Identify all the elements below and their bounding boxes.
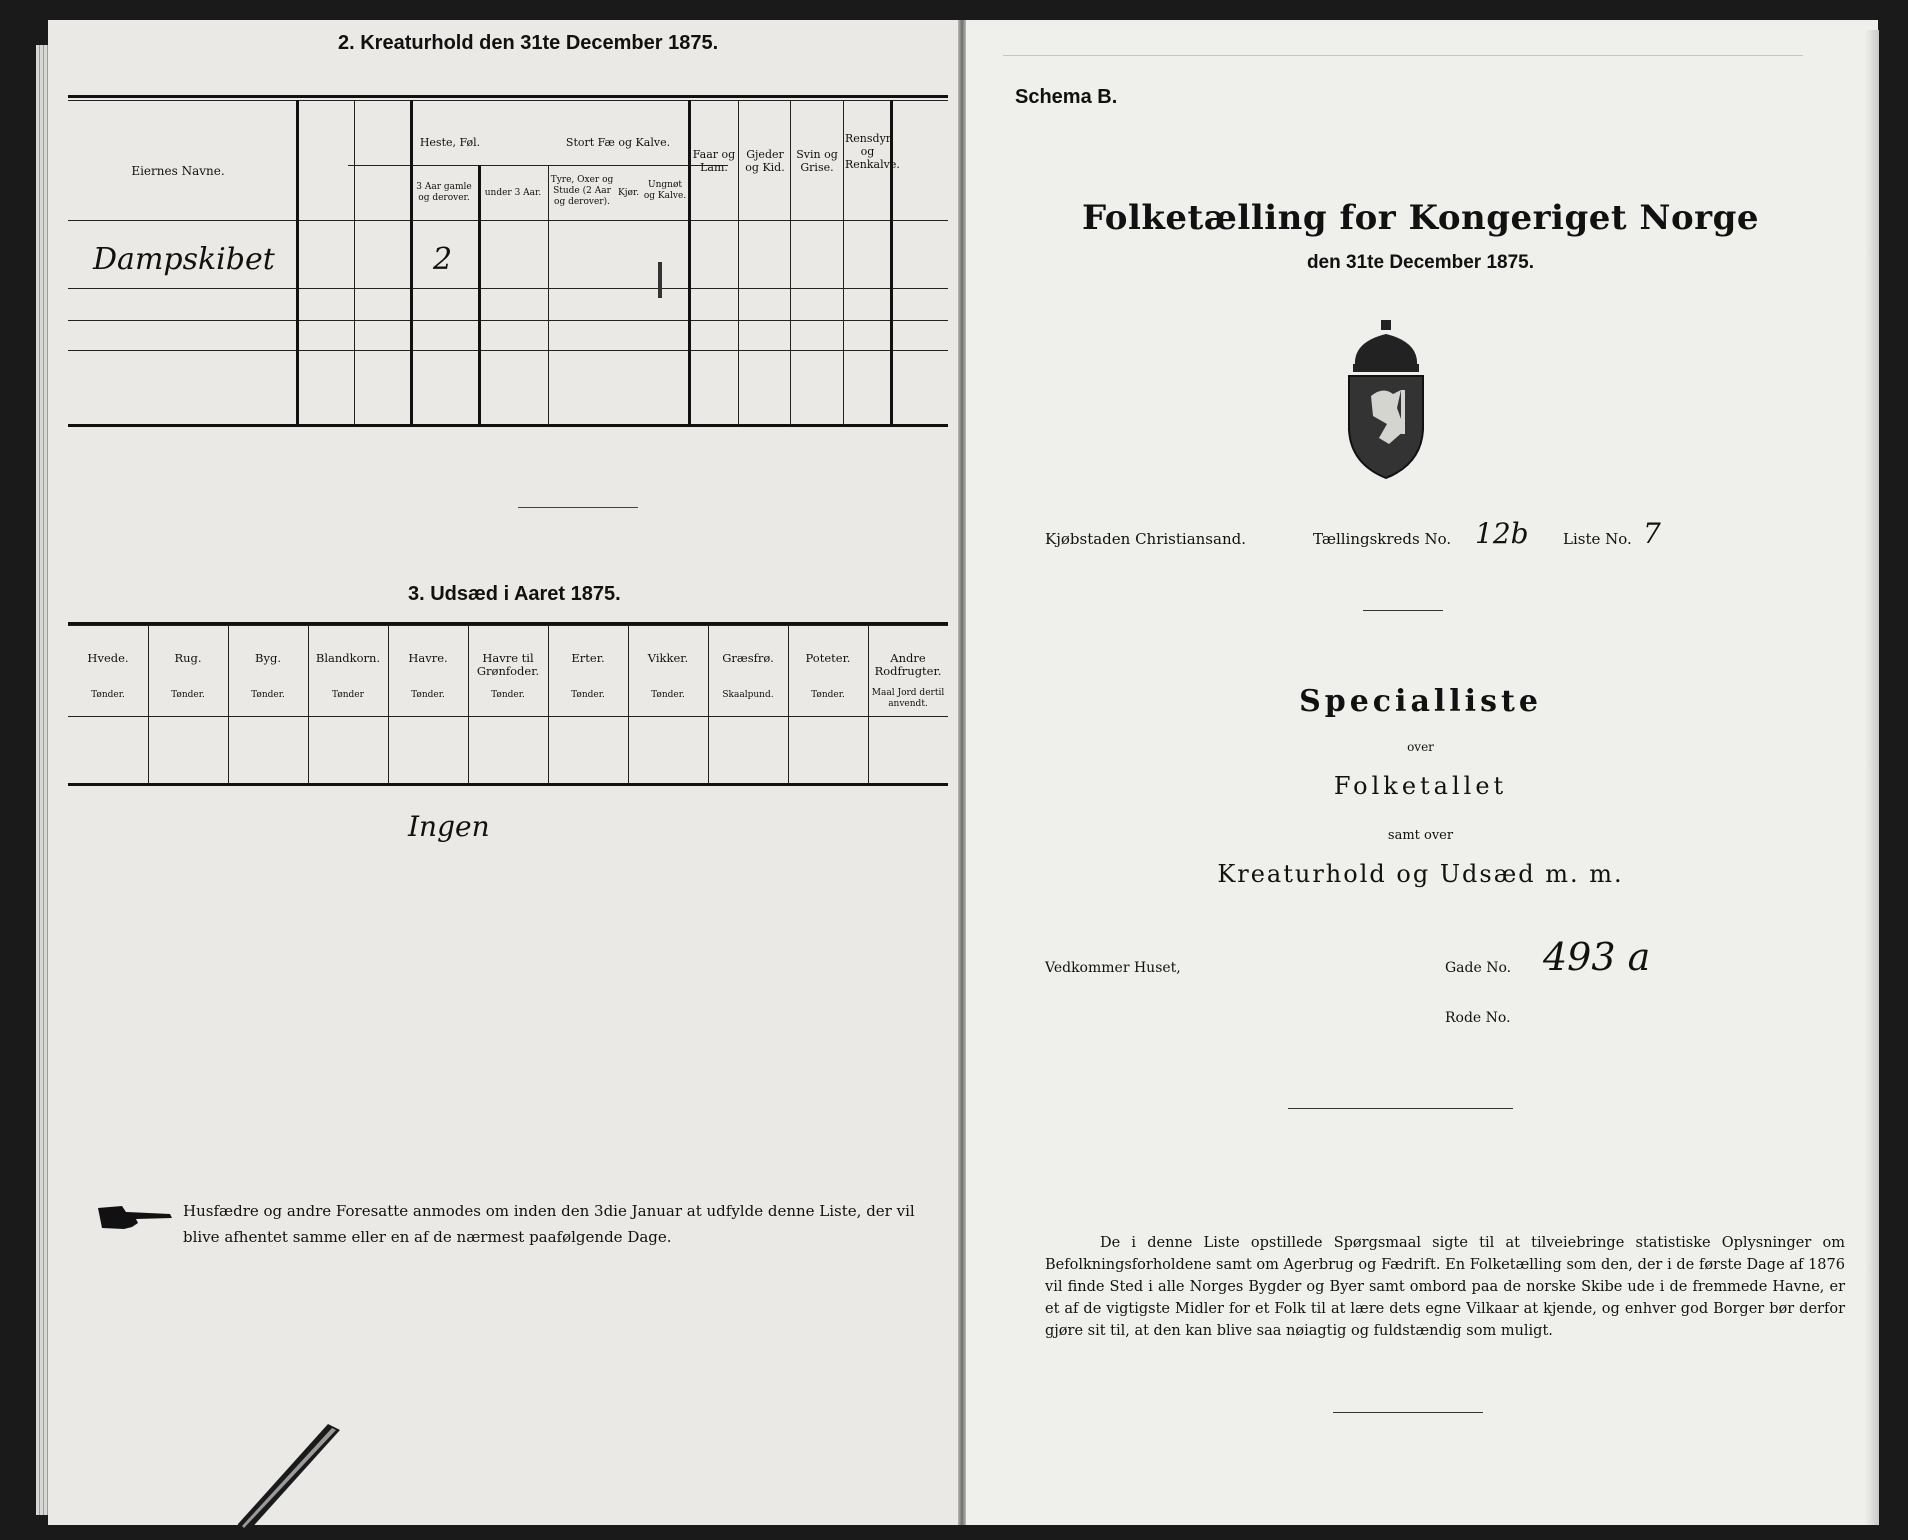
cattle-header: Stort Fæ og Kalve. xyxy=(565,136,671,149)
seed-col-unit: Tønder. xyxy=(571,690,605,700)
liste-value: 7 xyxy=(1643,517,1661,550)
seed-col-name: Vikker. xyxy=(647,651,689,665)
schema-label: Schema B. xyxy=(1015,86,1118,108)
horses-sub-old: 3 Aar gamle og derover. xyxy=(416,182,472,203)
seed-col-unit: Maal Jord dertil anvendt. xyxy=(871,688,945,709)
kreds-label: Tællingskreds No. xyxy=(1313,530,1452,548)
samt-over-label: samt over xyxy=(1387,828,1454,843)
seed-table-bottom xyxy=(68,783,948,786)
seed-value: Ingen xyxy=(408,810,490,843)
owner-value: Dampskibet xyxy=(93,242,275,277)
seed-col-name: Blandkorn. xyxy=(315,651,381,665)
seed-col-name: Havre. xyxy=(408,651,448,665)
seed-col-unit: Tønder. xyxy=(251,690,285,700)
seed-col-name: Poteter. xyxy=(805,651,851,665)
owner-header: Eiernes Navne. xyxy=(131,164,225,178)
gade-label: Gade No. xyxy=(1445,960,1512,976)
right-page-edge xyxy=(1865,30,1879,1525)
right-page xyxy=(963,20,1878,1525)
seed-col-unit: Tønder. xyxy=(491,690,525,700)
seed-col-name: Andre Rodfrugter. xyxy=(874,651,942,678)
seed-col-unit: Tønder. xyxy=(411,690,445,700)
explanation-paragraph: De i denne Liste opstillede Spørgsmaal sigte til at tilveiebringe statistiske Oplysninger om Befolkningsforholdene samt om Agerbrug og Fædrift. En Folketælling som den, der i de første Dage af 1876 vil finde Sted i alle Norges Bygder og Byer samt ombord paa de norske Skibe ude i de fremmede Havne, er et af de vigtigste Midler for et Folk til at lære dets egne Vilkaar at kjende, og enhver god Borger bør derfor gjøre sit til, at den kan blive saa nøiagtig og fuldstændig som muligt. xyxy=(1045,1235,1845,1339)
gade-value: 493 a xyxy=(1543,935,1651,979)
coat-of-arms-icon xyxy=(1343,320,1429,480)
seed-col-name: Græsfrø. xyxy=(722,651,774,665)
kreaturhold-label: Kreaturhold og Udsæd m. m. xyxy=(1217,860,1624,888)
rode-label: Rode No. xyxy=(1445,1010,1511,1026)
seed-col-name: Erter. xyxy=(571,651,605,665)
pointing-hand-icon xyxy=(96,1202,174,1232)
cattle-sub-cows: Kjør. xyxy=(618,188,640,198)
seed-col-name: Rug. xyxy=(174,651,202,665)
vedkommer-label: Vedkommer Huset, xyxy=(1045,960,1181,976)
book-gutter xyxy=(958,20,966,1525)
goats-header: Gjeder og Kid. xyxy=(745,148,785,174)
seed-col-unit: Tønder. xyxy=(811,690,845,700)
seed-col-unit: Tønder xyxy=(332,690,364,700)
notice-text: Husfædre og andre Foresatte anmodes om inden den 3die Januar at udfylde denne Liste, der vil blive afhentet samme eller en af de nærmest paafølgende Dage. xyxy=(183,1202,915,1246)
reindeer-header: Rensdyr og Renkalve. xyxy=(845,132,900,171)
census-date: den 31te December 1875. xyxy=(1306,252,1535,273)
seed-col-unit: Tønder. xyxy=(91,690,125,700)
main-title: Folketælling for Kongeriget Norge xyxy=(1081,198,1759,238)
cattle-sub-bulls: Tyre, Oxer og Stude (2 Aar og derover). xyxy=(550,175,614,207)
kreds-value: 12b xyxy=(1475,517,1529,550)
over-label: over xyxy=(1407,740,1434,754)
livestock-heading: 2. Kreaturhold den 31te December 1875. xyxy=(338,32,719,54)
cattle-sub-young: Ungnøt og Kalve. xyxy=(643,180,687,201)
horses-sub-young: under 3 Aar. xyxy=(484,188,542,198)
seed-col-name: Byg. xyxy=(255,651,281,665)
dash-line xyxy=(518,507,638,508)
seed-col-unit: Skaalpund. xyxy=(722,690,774,700)
pen-icon xyxy=(228,1420,348,1540)
livestock-table-top xyxy=(68,95,948,98)
folketallet-label: Folketallet xyxy=(1333,772,1508,800)
seed-col-unit: Tønder. xyxy=(171,690,205,700)
seed-col-name: Havre til Grønfoder. xyxy=(476,651,540,678)
horses-header: Heste, Føl. xyxy=(419,136,481,149)
liste-label: Liste No. xyxy=(1563,530,1632,548)
specialliste-title: Specialliste xyxy=(1299,684,1542,719)
mark-stroke xyxy=(658,262,662,298)
seed-col-unit: Tønder. xyxy=(651,690,685,700)
kjobstad-label: Kjøbstaden Christiansand. xyxy=(1045,530,1246,548)
livestock-table-bottom xyxy=(68,424,948,427)
pigs-header: Svin og Grise. xyxy=(796,148,838,174)
horses-value: 2 xyxy=(433,242,453,277)
seed-heading: 3. Udsæd i Aaret 1875. xyxy=(408,583,621,605)
seed-col-name: Hvede. xyxy=(87,651,129,665)
sheep-header: Faar og Lam. xyxy=(692,148,736,174)
left-page xyxy=(48,20,963,1525)
